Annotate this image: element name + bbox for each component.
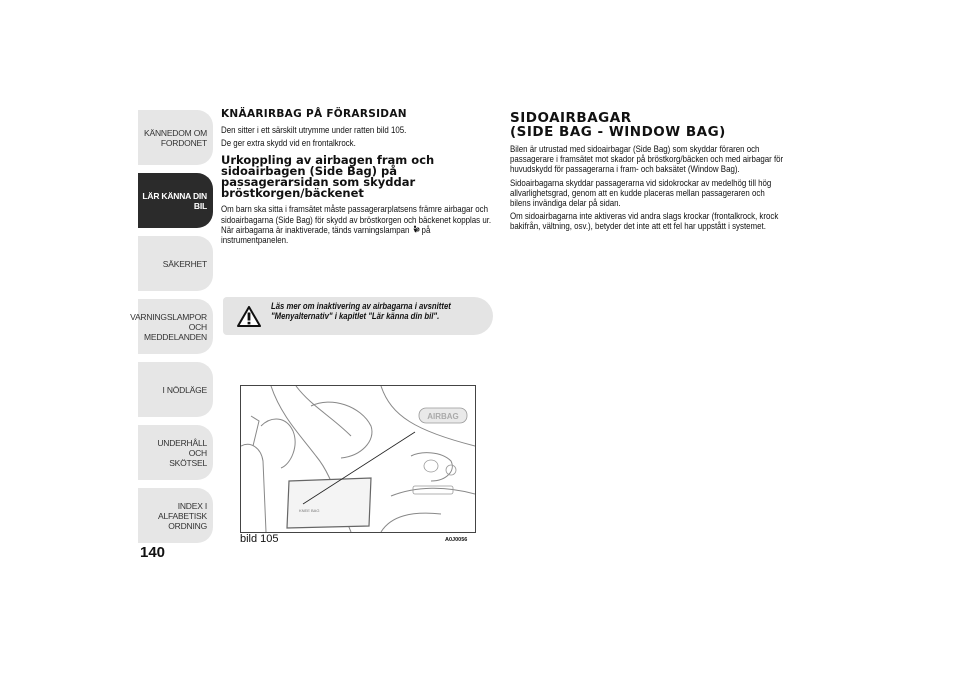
tab-label: I NÖDLÄGE — [162, 384, 207, 395]
warning-text: Läs mer om inaktivering av airbagarna i avsnittet "Menyalternativ" i kapitlet "Lär känna din bil". — [271, 301, 451, 321]
tab-i-nodlage[interactable] — [138, 362, 213, 417]
chapter-tabs — [130, 110, 213, 551]
tab-lar-kanna-din-bil[interactable] — [138, 173, 213, 228]
left-column — [221, 108, 496, 248]
airbag-badge — [419, 408, 467, 423]
section-heading: SIDOAIRBAGAR (SIDE BAG - WINDOW BAG) — [510, 110, 726, 140]
right-column — [510, 111, 785, 235]
tab-index[interactable] — [138, 488, 213, 543]
page-number: 140 — [140, 544, 166, 561]
tab-label: KÄNNEDOM OM FORDONET — [144, 127, 207, 148]
figure-caption: bild 105 — [240, 533, 279, 545]
paragraph-text-end: på instrumentpanelen. — [221, 224, 431, 246]
tab-label: VARNINGSLAMPOR OCH MEDDELANDEN — [130, 311, 207, 342]
airbag-badge-label: AIRBAG — [427, 412, 459, 421]
paragraph-text: Om barn ska sitta i framsätet måste passagerarplatsens främre airbagar och sidoairbagarna (Side Bag) för skydd av bröstkorgen och bäckenet kopplas ur. När airbagarna är inaktiverade, tänds varningslampan — [221, 204, 492, 235]
paragraph: Om sidoairbagarna inte aktiveras vid andra slags krockar (frontalkrock, krock bakifrån, vältning, osv.), betyder det inte att ett fel har uppstått i systemet. — [510, 211, 779, 232]
figure-105 — [240, 385, 476, 533]
figure-code: A0J0056 — [445, 537, 468, 543]
paragraph: Sidoairbagarna skyddar passagerarna vid sidokrockar av medelhög till hög allvarlighetsgrad, genom att en kudde placeras mellan passageraren och bilens invändiga delar på sidan. — [510, 177, 772, 209]
paragraph: Den sitter i ett särskilt utrymme under ratten bild 105. — [221, 125, 407, 135]
airbag-off-warning-icon — [412, 225, 420, 234]
warning-triangle-icon — [237, 306, 261, 327]
tab-kannedom-om-fordonet[interactable] — [138, 110, 213, 165]
knee-airbag-illustration — [241, 386, 475, 532]
warning-box — [223, 297, 493, 335]
paragraph — [221, 204, 495, 245]
tab-sakerhet[interactable] — [138, 236, 213, 291]
tab-label: SÄKERHET — [162, 258, 207, 269]
section-heading: KNÄARIRBAG PÅ FÖRARSIDAN — [221, 108, 407, 120]
tab-varningslampor[interactable] — [130, 299, 213, 354]
tab-label: LÄR KÄNNA DIN BIL — [142, 190, 207, 211]
paragraph: Bilen är utrustad med sidoairbagar (Side Bag) som skyddar föraren och passagerare i framsätet mot skador på bröstkorg/bäcken och med airbagar för huvudskydd för passagerarna i fram- och baksätet (Window Bag). — [510, 144, 784, 175]
tab-label: INDEX I ALFABETISK ORDNING — [157, 500, 207, 531]
knee-bag-panel-label: KNEE BAG — [299, 508, 320, 513]
tab-underhall-och-skotsel[interactable] — [138, 425, 213, 480]
subsection-heading: Urkoppling av airbagen fram och sidoairbagen (Side Bag) på passagerarsidan som skyddar bröstkorgen/bäckenet — [221, 153, 435, 201]
paragraph: De ger extra skydd vid en frontalkrock. — [221, 138, 356, 149]
tab-label: UNDERHÅLL OCH SKÖTSEL — [157, 437, 207, 468]
